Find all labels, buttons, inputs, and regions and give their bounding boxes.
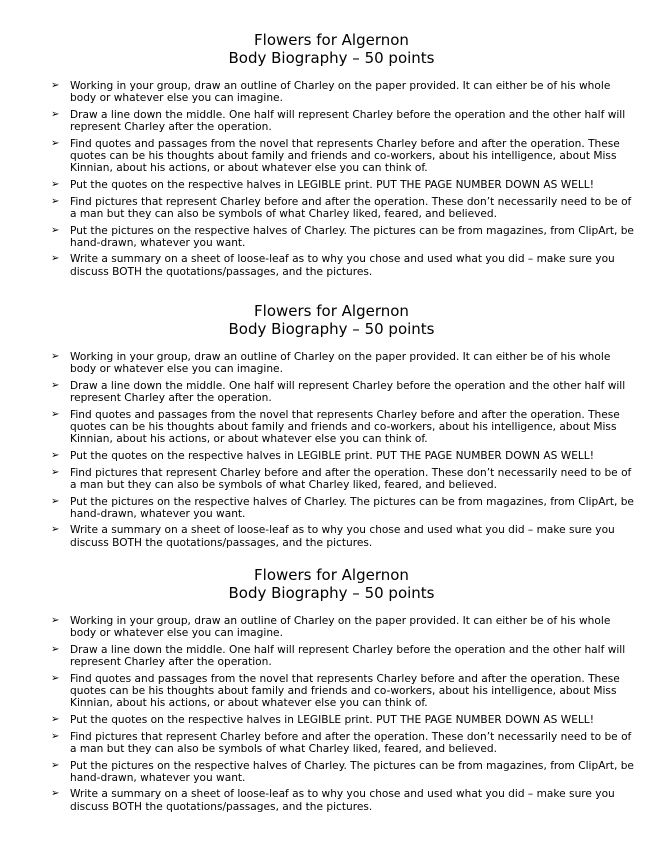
arrow-bullet-icon: ➢	[51, 351, 60, 362]
arrow-bullet-icon: ➢	[51, 466, 60, 478]
arrow-bullet-icon: ➢	[51, 224, 60, 236]
arrow-bullet-icon: ➢	[51, 80, 60, 91]
handout-subtitle: Body Biography – 50 points	[228, 320, 435, 338]
arrow-bullet-icon: ➢	[51, 137, 60, 149]
list-item	[0, 380, 663, 404]
instruction-list	[0, 80, 663, 282]
arrow-bullet-icon: ➢	[51, 253, 60, 265]
list-item-text: Find pictures that represent Charley before and after the operation. These don’t necessarily need to be of a man but they can also be symbols of what Charley liked, feared, and believed.	[70, 195, 632, 220]
list-item-text: Working in your group, draw an outline of Charley on the paper provided. It can either be of his whole body or whatever else you can imagine.	[70, 80, 611, 105]
list-item-text: Put the quotes on the respective halves in LEGIBLE print. PUT THE PAGE NUMBER DOWN AS WELL!	[70, 178, 594, 191]
list-item-text: Working in your group, draw an outline of Charley on the paper provided. It can either be of his whole body or whatever else you can imagine.	[70, 351, 611, 376]
list-item	[0, 673, 663, 710]
arrow-bullet-icon: ➢	[51, 379, 60, 391]
handout-subtitle: Body Biography – 50 points	[228, 49, 435, 67]
list-item	[0, 196, 663, 220]
arrow-bullet-icon: ➢	[51, 408, 60, 420]
list-item-text: Draw a line down the middle. One half will represent Charley before the operation and the other half will represent Charley after the operation.	[70, 108, 626, 134]
arrow-bullet-icon: ➢	[51, 713, 60, 725]
list-item-text: Find pictures that represent Charley before and after the operation. These don’t necessarily need to be of a man but they can also be symbols of what Charley liked, feared, and believed.	[70, 466, 632, 491]
list-item-text: Find quotes and passages from the novel that represents Charley before and after the operation. These quotes can be his thoughts about family and friends and co-workers, about his intelligence, about Miss Kinnian, about his actions, or about whatever else you can think of.	[70, 408, 620, 446]
arrow-bullet-icon: ➢	[51, 672, 60, 684]
instruction-list	[0, 351, 663, 553]
handout-title: Flowers for Algernon	[254, 31, 409, 49]
list-item	[0, 179, 663, 191]
list-item	[0, 714, 663, 726]
list-item	[0, 788, 663, 812]
list-item	[0, 253, 663, 277]
list-item	[0, 467, 663, 491]
arrow-bullet-icon: ➢	[51, 195, 60, 207]
list-item-text: Write a summary on a sheet of loose-leaf as to why you chose and used what you did – make sure you discuss BOTH the quotations/passages, and the pictures.	[70, 253, 615, 278]
handout-section-2	[0, 302, 663, 549]
arrow-bullet-icon: ➢	[51, 788, 60, 800]
list-item-text: Put the quotes on the respective halves in LEGIBLE print. PUT THE PAGE NUMBER DOWN AS WELL!	[70, 449, 594, 462]
list-item-text: Put the pictures on the respective halves of Charley. The pictures can be from magazines, from ClipArt, be hand-drawn, whatever you want.	[70, 224, 634, 249]
list-item	[0, 138, 663, 175]
arrow-bullet-icon: ➢	[51, 108, 60, 120]
list-item	[0, 760, 663, 784]
arrow-bullet-icon: ➢	[51, 178, 60, 190]
arrow-bullet-icon: ➢	[51, 524, 60, 536]
list-item-text: Put the pictures on the respective halves of Charley. The pictures can be from magazines, from ClipArt, be hand-drawn, whatever you want.	[70, 495, 634, 520]
list-item	[0, 109, 663, 133]
list-item	[0, 351, 663, 375]
arrow-bullet-icon: ➢	[51, 730, 60, 742]
arrow-bullet-icon: ➢	[51, 449, 60, 461]
list-item	[0, 731, 663, 755]
list-item-text: Find quotes and passages from the novel that represents Charley before and after the operation. These quotes can be his thoughts about family and friends and co-workers, about his intelligence, about Miss Kinnian, about his actions, or about whatever else you can think of.	[70, 137, 620, 175]
arrow-bullet-icon: ➢	[51, 495, 60, 507]
list-item-text: Put the quotes on the respective halves in LEGIBLE print. PUT THE PAGE NUMBER DOWN AS WELL!	[70, 713, 594, 726]
instruction-list	[0, 615, 663, 817]
handout-subtitle: Body Biography – 50 points	[228, 584, 435, 602]
list-item	[0, 524, 663, 548]
list-item	[0, 644, 663, 668]
list-item-text: Draw a line down the middle. One half will represent Charley before the operation and the other half will represent Charley after the operation.	[70, 379, 626, 405]
handout-title: Flowers for Algernon	[254, 566, 409, 584]
list-item	[0, 615, 663, 639]
list-item	[0, 409, 663, 446]
list-item	[0, 80, 663, 104]
handout-section-3	[0, 566, 663, 813]
list-item	[0, 225, 663, 249]
list-item	[0, 450, 663, 462]
list-item-text: Find pictures that represent Charley before and after the operation. These don’t necessarily need to be of a man but they can also be symbols of what Charley liked, feared, and believed.	[70, 730, 632, 755]
list-item-text: Find quotes and passages from the novel that represents Charley before and after the operation. These quotes can be his thoughts about family and friends and co-workers, about his intelligence, about Miss Kinnian, about his actions, or about whatever else you can think of.	[70, 672, 620, 710]
handout-title: Flowers for Algernon	[254, 302, 409, 320]
list-item-text: Put the pictures on the respective halves of Charley. The pictures can be from magazines, from ClipArt, be hand-drawn, whatever you want.	[70, 759, 634, 784]
arrow-bullet-icon: ➢	[51, 643, 60, 655]
handout-section-1	[0, 31, 663, 278]
list-item-text: Working in your group, draw an outline of Charley on the paper provided. It can either be of his whole body or whatever else you can imagine.	[70, 615, 611, 640]
arrow-bullet-icon: ➢	[51, 615, 60, 626]
list-item-text: Draw a line down the middle. One half will represent Charley before the operation and the other half will represent Charley after the operation.	[70, 643, 626, 669]
list-item-text: Write a summary on a sheet of loose-leaf as to why you chose and used what you did – make sure you discuss BOTH the quotations/passages, and the pictures.	[70, 788, 615, 813]
arrow-bullet-icon: ➢	[51, 759, 60, 771]
list-item-text: Write a summary on a sheet of loose-leaf as to why you chose and used what you did – make sure you discuss BOTH the quotations/passages, and the pictures.	[70, 524, 615, 549]
list-item	[0, 496, 663, 520]
